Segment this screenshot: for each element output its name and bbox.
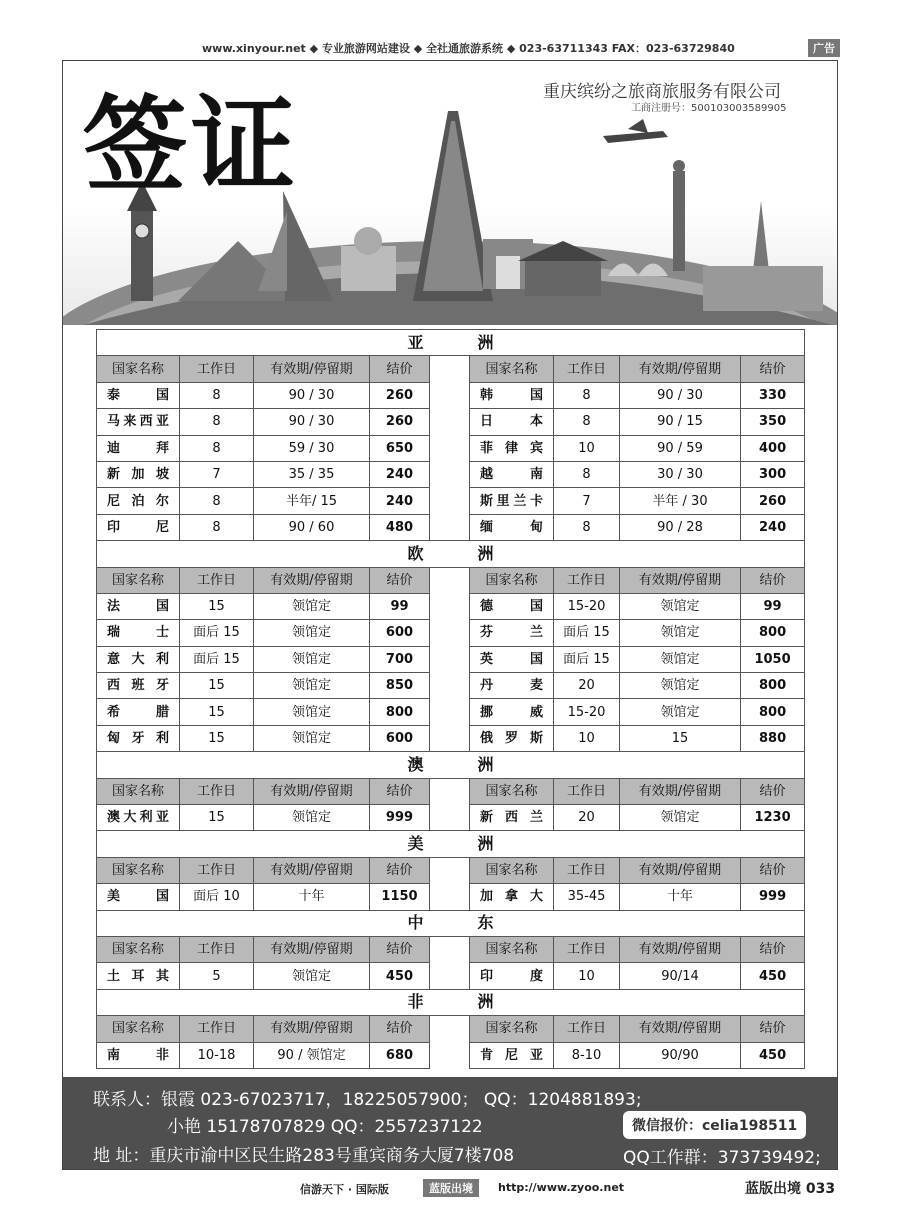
validity-stay: 领馆定 — [620, 805, 741, 831]
price: 350 — [741, 409, 805, 435]
column-header: 国家名称 — [97, 567, 180, 593]
price: 650 — [370, 435, 430, 461]
work-days: 15-20 — [554, 699, 620, 725]
country-name: 芬兰 — [470, 620, 554, 646]
validity-stay: 90 / 领馆定 — [254, 1042, 370, 1068]
country-name: 菲律宾 — [470, 435, 554, 461]
price: 800 — [741, 699, 805, 725]
column-header: 结价 — [741, 1016, 805, 1042]
price: 680 — [370, 1042, 430, 1068]
column-header: 有效期/停留期 — [254, 567, 370, 593]
price: 99 — [741, 593, 805, 619]
column-gap — [430, 725, 470, 751]
column-header: 工作日 — [180, 1016, 254, 1042]
table-row — [97, 646, 805, 672]
region-title: 美洲 — [97, 831, 805, 857]
table-row — [97, 1042, 805, 1068]
country-name: 斯里兰卡 — [470, 488, 554, 514]
price: 450 — [741, 1042, 805, 1068]
price: 999 — [370, 805, 430, 831]
column-header: 工作日 — [180, 778, 254, 804]
work-days: 8 — [554, 382, 620, 408]
header-row — [97, 857, 805, 883]
column-header: 工作日 — [554, 1016, 620, 1042]
column-gap — [430, 409, 470, 435]
table-row — [97, 673, 805, 699]
table-row — [97, 382, 805, 408]
table-row — [97, 963, 805, 989]
region-title: 非洲 — [97, 989, 805, 1015]
price: 450 — [741, 963, 805, 989]
column-header: 国家名称 — [97, 778, 180, 804]
price: 400 — [741, 435, 805, 461]
column-header: 结价 — [741, 936, 805, 962]
column-header: 有效期/停留期 — [254, 778, 370, 804]
country-name: 泰国 — [97, 382, 180, 408]
column-header: 国家名称 — [97, 1016, 180, 1042]
column-header: 国家名称 — [470, 567, 554, 593]
work-days: 15 — [180, 725, 254, 751]
visa-price-table — [96, 329, 805, 1069]
work-days: 10 — [554, 725, 620, 751]
column-gap — [430, 805, 470, 831]
country-name: 瑞士 — [97, 620, 180, 646]
work-days: 8-10 — [554, 1042, 620, 1068]
validity-stay: 领馆定 — [254, 620, 370, 646]
column-header: 国家名称 — [97, 936, 180, 962]
column-header: 工作日 — [554, 778, 620, 804]
validity-stay: 领馆定 — [620, 593, 741, 619]
column-gap — [430, 646, 470, 672]
column-gap — [430, 461, 470, 487]
column-header: 有效期/停留期 — [254, 1016, 370, 1042]
region-title: 中东 — [97, 910, 805, 936]
column-header: 工作日 — [554, 857, 620, 883]
country-name: 日本 — [470, 409, 554, 435]
table-row — [97, 620, 805, 646]
work-days: 8 — [180, 382, 254, 408]
price: 480 — [370, 514, 430, 540]
column-header: 国家名称 — [470, 1016, 554, 1042]
price: 850 — [370, 673, 430, 699]
country-name: 德国 — [470, 593, 554, 619]
column-header: 结价 — [741, 356, 805, 382]
price: 240 — [741, 514, 805, 540]
country-name: 韩国 — [470, 382, 554, 408]
country-name: 缅甸 — [470, 514, 554, 540]
country-name: 南非 — [97, 1042, 180, 1068]
price: 240 — [370, 461, 430, 487]
price: 800 — [741, 673, 805, 699]
table-row — [97, 435, 805, 461]
column-gap — [430, 514, 470, 540]
work-days: 面后 15 — [180, 646, 254, 672]
work-days: 面后 15 — [554, 620, 620, 646]
work-days: 20 — [554, 805, 620, 831]
country-name: 加拿大 — [470, 884, 554, 910]
table-row — [97, 805, 805, 831]
validity-stay: 领馆定 — [254, 963, 370, 989]
validity-stay: 30 / 30 — [620, 461, 741, 487]
column-gap — [430, 593, 470, 619]
column-header: 结价 — [370, 567, 430, 593]
price: 1050 — [741, 646, 805, 672]
validity-stay: 90/90 — [620, 1042, 741, 1068]
column-header: 有效期/停留期 — [254, 936, 370, 962]
work-days: 15 — [180, 805, 254, 831]
column-header: 结价 — [370, 356, 430, 382]
column-header: 结价 — [370, 1016, 430, 1042]
region-title: 亚洲 — [97, 330, 805, 356]
table-row — [97, 699, 805, 725]
column-gap — [430, 778, 470, 804]
country-name: 法国 — [97, 593, 180, 619]
validity-stay: 领馆定 — [254, 593, 370, 619]
price: 99 — [370, 593, 430, 619]
qq-group: QQ工作群：373739492; — [623, 1148, 821, 1168]
country-name: 马来西亚 — [97, 409, 180, 435]
header-row — [97, 567, 805, 593]
country-name: 尼泊尔 — [97, 488, 180, 514]
column-header: 有效期/停留期 — [620, 778, 741, 804]
header-row — [97, 356, 805, 382]
country-name: 土耳其 — [97, 963, 180, 989]
table-row — [97, 884, 805, 910]
work-days: 面后 10 — [180, 884, 254, 910]
column-header: 结价 — [741, 857, 805, 883]
column-header: 工作日 — [180, 356, 254, 382]
price: 1230 — [741, 805, 805, 831]
column-header: 国家名称 — [470, 778, 554, 804]
column-header: 结价 — [741, 567, 805, 593]
header-row — [97, 1016, 805, 1042]
price: 260 — [741, 488, 805, 514]
publication-name: 信游天下 · 国际版 — [300, 1183, 389, 1196]
country-name: 挪威 — [470, 699, 554, 725]
country-name: 越南 — [470, 461, 554, 487]
work-days: 8 — [180, 514, 254, 540]
work-days: 8 — [180, 409, 254, 435]
country-name: 新西兰 — [470, 805, 554, 831]
validity-stay: 90 / 30 — [254, 382, 370, 408]
region-row — [97, 989, 805, 1015]
column-header: 结价 — [370, 857, 430, 883]
column-gap — [430, 936, 470, 962]
price: 260 — [370, 382, 430, 408]
header-row — [97, 936, 805, 962]
work-days: 35-45 — [554, 884, 620, 910]
validity-stay: 十年 — [254, 884, 370, 910]
column-header: 国家名称 — [97, 857, 180, 883]
country-name: 希腊 — [97, 699, 180, 725]
site-info: www.xinyour.net ◆ 专业旅游网站建设 ◆ 全社通旅游系统 ◆ 023-63711343 FAX：023-63729840 — [202, 42, 735, 55]
column-gap — [430, 673, 470, 699]
price: 999 — [741, 884, 805, 910]
region-row — [97, 831, 805, 857]
region-row — [97, 330, 805, 356]
column-gap — [430, 1042, 470, 1068]
validity-stay: 90 / 60 — [254, 514, 370, 540]
validity-stay: 领馆定 — [254, 646, 370, 672]
country-name: 匈牙利 — [97, 725, 180, 751]
column-gap — [430, 356, 470, 382]
work-days: 8 — [180, 488, 254, 514]
country-name: 俄罗斯 — [470, 725, 554, 751]
price: 700 — [370, 646, 430, 672]
price: 1150 — [370, 884, 430, 910]
registration-number: 工商注册号：500103003589905 — [631, 103, 787, 114]
column-header: 有效期/停留期 — [620, 567, 741, 593]
column-header: 国家名称 — [470, 857, 554, 883]
validity-stay: 半年 / 30 — [620, 488, 741, 514]
validity-stay: 领馆定 — [620, 699, 741, 725]
country-name: 丹麦 — [470, 673, 554, 699]
column-gap — [430, 488, 470, 514]
work-days: 15 — [180, 673, 254, 699]
validity-stay: 90 / 30 — [620, 382, 741, 408]
column-header: 有效期/停留期 — [620, 1016, 741, 1042]
contact-line-2: 小艳 15178707829 QQ：2557237122 — [167, 1117, 483, 1137]
work-days: 15 — [180, 593, 254, 619]
work-days: 10-18 — [180, 1042, 254, 1068]
country-name: 印尼 — [97, 514, 180, 540]
validity-stay: 35 / 35 — [254, 461, 370, 487]
contact-footer — [63, 1077, 837, 1169]
table-row — [97, 593, 805, 619]
banner — [63, 61, 837, 325]
region-row — [97, 752, 805, 778]
country-name: 澳大利亚 — [97, 805, 180, 831]
column-gap — [430, 699, 470, 725]
work-days: 面后 15 — [554, 646, 620, 672]
validity-stay: 领馆定 — [254, 725, 370, 751]
country-name: 迪拜 — [97, 435, 180, 461]
address-line: 地 址：重庆市渝中区民生路283号重宾商务大厦7楼708 — [93, 1146, 515, 1166]
validity-stay: 半年/ 15 — [254, 488, 370, 514]
price: 600 — [370, 620, 430, 646]
price: 800 — [741, 620, 805, 646]
country-name: 新加坡 — [97, 461, 180, 487]
column-gap — [430, 620, 470, 646]
country-name: 意大利 — [97, 646, 180, 672]
price: 450 — [370, 963, 430, 989]
validity-stay: 领馆定 — [254, 805, 370, 831]
region-title: 澳洲 — [97, 752, 805, 778]
column-gap — [430, 857, 470, 883]
validity-stay: 领馆定 — [620, 673, 741, 699]
region-title: 欧洲 — [97, 541, 805, 567]
wechat-badge: 微信报价：celia198511 — [623, 1111, 806, 1139]
ad-badge: 广告 — [808, 39, 840, 57]
table-row — [97, 461, 805, 487]
validity-stay: 领馆定 — [254, 673, 370, 699]
column-header: 国家名称 — [470, 356, 554, 382]
column-gap — [430, 567, 470, 593]
column-header: 结价 — [370, 778, 430, 804]
table-row — [97, 409, 805, 435]
table-row — [97, 488, 805, 514]
work-days: 8 — [180, 435, 254, 461]
column-header: 国家名称 — [470, 936, 554, 962]
validity-stay: 领馆定 — [620, 620, 741, 646]
work-days: 7 — [554, 488, 620, 514]
page-number: 蓝版出境 033 — [745, 1181, 836, 1197]
column-gap — [430, 963, 470, 989]
country-name: 印度 — [470, 963, 554, 989]
column-header: 结价 — [741, 778, 805, 804]
price: 800 — [370, 699, 430, 725]
country-name: 西班牙 — [97, 673, 180, 699]
column-header: 国家名称 — [97, 356, 180, 382]
column-header: 工作日 — [180, 857, 254, 883]
work-days: 7 — [180, 461, 254, 487]
price: 600 — [370, 725, 430, 751]
work-days: 8 — [554, 409, 620, 435]
work-days: 8 — [554, 514, 620, 540]
region-row — [97, 541, 805, 567]
price: 300 — [741, 461, 805, 487]
column-header: 有效期/停留期 — [620, 936, 741, 962]
validity-stay: 90 / 15 — [620, 409, 741, 435]
work-days: 15 — [180, 699, 254, 725]
validity-stay: 90 / 59 — [620, 435, 741, 461]
column-header: 工作日 — [180, 567, 254, 593]
column-header: 工作日 — [554, 936, 620, 962]
validity-stay: 15 — [620, 725, 741, 751]
company-name: 重庆缤纷之旅商旅服务有限公司 — [543, 82, 781, 102]
footer-url: http://www.zyoo.net — [498, 1181, 625, 1194]
work-days: 5 — [180, 963, 254, 989]
work-days: 15-20 — [554, 593, 620, 619]
work-days: 20 — [554, 673, 620, 699]
column-header: 有效期/停留期 — [254, 857, 370, 883]
column-header: 有效期/停留期 — [620, 857, 741, 883]
price: 880 — [741, 725, 805, 751]
price: 330 — [741, 382, 805, 408]
top-info-bar — [0, 38, 900, 56]
column-header: 有效期/停留期 — [620, 356, 741, 382]
validity-stay: 90 / 28 — [620, 514, 741, 540]
column-gap — [430, 884, 470, 910]
validity-stay: 领馆定 — [620, 646, 741, 672]
column-header: 工作日 — [180, 936, 254, 962]
banner-title: 签证 — [83, 83, 300, 206]
work-days: 8 — [554, 461, 620, 487]
country-name: 英国 — [470, 646, 554, 672]
country-name: 美国 — [97, 884, 180, 910]
work-days: 面后 15 — [180, 620, 254, 646]
column-header: 结价 — [370, 936, 430, 962]
column-header: 工作日 — [554, 567, 620, 593]
validity-stay: 十年 — [620, 884, 741, 910]
work-days: 10 — [554, 963, 620, 989]
price: 240 — [370, 488, 430, 514]
column-gap — [430, 1016, 470, 1042]
validity-stay: 90/14 — [620, 963, 741, 989]
column-gap — [430, 435, 470, 461]
bottom-bar — [0, 1178, 900, 1198]
column-gap — [430, 382, 470, 408]
validity-stay: 领馆定 — [254, 699, 370, 725]
work-days: 10 — [554, 435, 620, 461]
table-row — [97, 514, 805, 540]
country-name: 肯尼亚 — [470, 1042, 554, 1068]
validity-stay: 90 / 30 — [254, 409, 370, 435]
section-badge: 蓝版出境 — [423, 1179, 479, 1197]
contact-line-1: 联系人：银霞 023-67023717，18225057900； QQ：1204881893; — [93, 1090, 642, 1110]
price: 260 — [370, 409, 430, 435]
validity-stay: 59 / 30 — [254, 435, 370, 461]
column-header: 有效期/停留期 — [254, 356, 370, 382]
region-row — [97, 910, 805, 936]
column-header: 工作日 — [554, 356, 620, 382]
table-row — [97, 725, 805, 751]
header-row — [97, 778, 805, 804]
